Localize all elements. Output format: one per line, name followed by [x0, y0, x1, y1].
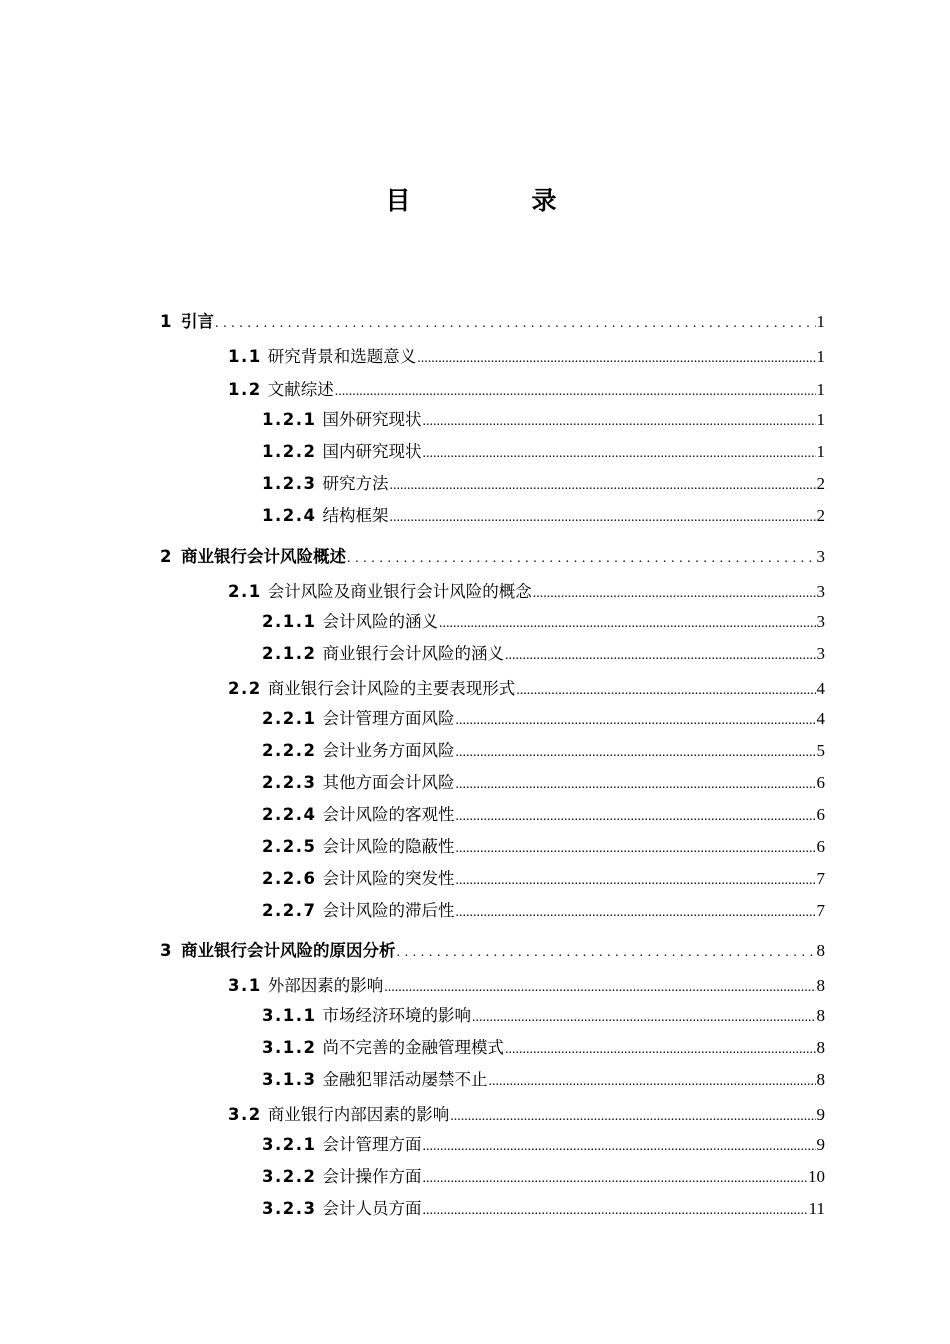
toc-entry-number: 1	[160, 312, 173, 331]
dot-leader	[455, 835, 815, 863]
dot-leader	[455, 867, 815, 895]
toc-entry-3-1[interactable]	[228, 972, 825, 1000]
toc-entry-number: 1.2	[228, 380, 262, 399]
dot-leader	[505, 642, 816, 670]
toc-entry-1-2-1[interactable]	[262, 406, 825, 434]
toc-entry-number: 2.2.4	[262, 805, 317, 824]
dot-leader	[455, 803, 815, 831]
toc-entry-page: 8	[816, 1038, 825, 1057]
toc-entry-label: 会计风险的隐蔽性	[322, 837, 455, 856]
toc-entry-page: 6	[816, 805, 825, 824]
toc-entry-number: 1.2.4	[262, 506, 317, 525]
toc-entry-label: 研究方法	[322, 474, 389, 493]
toc-entry-label: 商业银行内部因素的影响	[267, 1105, 450, 1124]
toc-entry-2-2-5[interactable]	[262, 833, 825, 861]
toc-title: 目 录	[385, 186, 605, 215]
toc-entry-2-1[interactable]	[228, 578, 825, 606]
toc-entry-number: 3.1	[228, 976, 262, 995]
dot-leader	[335, 378, 816, 406]
dot-leader	[389, 472, 815, 500]
toc-entry-number: 2.1.2	[262, 644, 317, 663]
dot-leader	[347, 545, 816, 573]
toc-entry-label: 会计人员方面	[322, 1199, 422, 1218]
dot-leader	[455, 707, 815, 735]
toc-entry-page: 7	[816, 869, 825, 888]
toc-entry-2-2-2[interactable]	[262, 737, 825, 765]
toc-entry-page: 4	[816, 679, 825, 698]
toc-entry-3[interactable]	[160, 937, 825, 965]
toc-entry-3-2-2[interactable]	[262, 1163, 825, 1191]
toc-entry-page: 1	[816, 380, 825, 399]
toc-entry-label: 外部因素的影响	[267, 976, 384, 995]
toc-entry-label: 商业银行会计风险的主要表现形式	[267, 679, 516, 698]
dot-leader	[422, 408, 815, 436]
toc-entry-page: 1	[816, 312, 825, 331]
toc-entry-1-2[interactable]	[228, 376, 825, 404]
toc-entry-number: 2.2.6	[262, 869, 317, 888]
toc-entry-number: 3.1.1	[262, 1006, 317, 1025]
toc-entry-number: 2.1.1	[262, 612, 317, 631]
toc-entry-number: 2.2.3	[262, 773, 317, 792]
toc-entry-label: 金融犯罪活动屡禁不止	[322, 1070, 488, 1089]
toc-entry-label: 会计风险的滞后性	[322, 901, 455, 920]
dot-leader	[215, 310, 816, 338]
toc-entry-2-2-1[interactable]	[262, 705, 825, 733]
dot-leader	[422, 1133, 815, 1161]
toc-entry-2-2[interactable]	[228, 675, 825, 703]
toc-entry-number: 3.1.2	[262, 1038, 317, 1057]
toc-entry-3-2-3[interactable]	[262, 1195, 825, 1223]
dot-leader	[389, 504, 815, 532]
toc-entry-number: 3	[160, 941, 173, 960]
toc-entry-label: 会计管理方面	[322, 1135, 422, 1154]
toc-entry-page: 8	[816, 976, 825, 995]
toc-entry-1-2-2[interactable]	[262, 438, 825, 466]
toc-entry-number: 1.2.1	[262, 410, 317, 429]
toc-entry-2-2-7[interactable]	[262, 897, 825, 925]
toc-entry-number: 2.2.1	[262, 709, 317, 728]
toc-entry-3-2-1[interactable]	[262, 1131, 825, 1159]
toc-entry-page: 9	[816, 1105, 825, 1124]
dot-leader	[455, 739, 815, 767]
toc-entry-label: 商业银行会计风险的涵义	[322, 644, 504, 663]
toc-entry-page: 2	[816, 506, 825, 525]
toc-entry-number: 3.2.1	[262, 1135, 317, 1154]
toc-entry-page: 11	[808, 1199, 825, 1218]
toc-entry-number: 1.2.3	[262, 474, 317, 493]
toc-entry-number: 3.1.3	[262, 1070, 317, 1089]
dot-leader	[455, 899, 815, 927]
toc-entry-page: 3	[816, 644, 825, 663]
toc-entry-page: 9	[816, 1135, 825, 1154]
toc-entry-page: 6	[816, 773, 825, 792]
toc-entry-page: 7	[816, 901, 825, 920]
dot-leader	[439, 610, 816, 638]
toc-entry-page: 1	[816, 442, 825, 461]
toc-entry-page: 1	[816, 410, 825, 429]
toc-entry-1-2-3[interactable]	[262, 470, 825, 498]
toc-entry-3-1-2[interactable]	[262, 1034, 825, 1062]
toc-entry-number: 2.1	[228, 582, 262, 601]
dot-leader	[422, 440, 815, 468]
dot-leader	[396, 939, 815, 967]
toc-entry-page: 3	[816, 582, 825, 601]
dot-leader	[422, 1165, 807, 1193]
toc-entry-2-1-1[interactable]	[262, 608, 825, 636]
dot-leader	[417, 345, 815, 373]
toc-entry-number: 2	[160, 547, 173, 566]
toc-entry-page: 2	[816, 474, 825, 493]
dot-leader	[516, 677, 815, 705]
toc-entry-label: 研究背景和选题意义	[267, 347, 417, 366]
toc-entry-page: 8	[816, 941, 825, 960]
dot-leader	[422, 1197, 807, 1225]
toc-entry-label: 会计风险的客观性	[322, 805, 455, 824]
toc-entry-page: 3	[816, 612, 825, 631]
toc-entry-label: 国内研究现状	[322, 442, 422, 461]
toc-entry-page: 6	[816, 837, 825, 856]
toc-entry-label: 尚不完善的金融管理模式	[322, 1038, 504, 1057]
toc-entry-label: 会计风险的突发性	[322, 869, 455, 888]
toc-entry-3-1-1[interactable]	[262, 1002, 825, 1030]
dot-leader	[488, 1068, 815, 1096]
toc-entry-label: 引言	[180, 312, 214, 331]
toc-entry-number: 2.2.2	[262, 741, 317, 760]
toc-entry-number: 3.2.2	[262, 1167, 317, 1186]
toc-entry-1[interactable]	[160, 308, 825, 336]
toc-entry-label: 会计风险及商业银行会计风险的概念	[267, 582, 532, 601]
toc-entry-3-1-3[interactable]	[262, 1066, 825, 1094]
toc-entry-3-2[interactable]	[228, 1101, 825, 1129]
toc-entry-2-1-2[interactable]	[262, 640, 825, 668]
toc-entry-label: 会计风险的涵义	[322, 612, 438, 631]
toc-entry-2-2-4[interactable]	[262, 801, 825, 829]
toc-entry-label: 商业银行会计风险的原因分析	[180, 941, 396, 960]
toc-entry-2-2-6[interactable]	[262, 865, 825, 893]
toc-entry-label: 结构框架	[322, 506, 389, 525]
toc-entry-label: 商业银行会计风险概述	[180, 547, 346, 566]
dot-leader	[455, 771, 815, 799]
toc-entry-page: 4	[816, 709, 825, 728]
toc-entry-label: 文献综述	[267, 380, 334, 399]
toc-entry-number: 2.2	[228, 679, 262, 698]
toc-entry-number: 1.1	[228, 347, 262, 366]
toc-entry-page: 1	[816, 347, 825, 366]
toc-entry-1-2-4[interactable]	[262, 502, 825, 530]
dot-leader	[450, 1103, 815, 1131]
toc-entry-page: 5	[816, 741, 825, 760]
toc-entry-number: 3.2	[228, 1105, 262, 1124]
toc-entry-1-1[interactable]	[228, 343, 825, 371]
dot-leader	[505, 1036, 816, 1064]
toc-entry-number: 2.2.5	[262, 837, 317, 856]
toc-entry-2[interactable]	[160, 543, 825, 571]
toc-entry-label: 市场经济环境的影响	[322, 1006, 471, 1025]
toc-entry-label: 会计管理方面风险	[322, 709, 455, 728]
dot-leader	[472, 1004, 816, 1032]
toc-entry-label: 会计操作方面	[322, 1167, 422, 1186]
toc-entry-page: 10	[808, 1167, 825, 1186]
toc-entry-label: 其他方面会计风险	[322, 773, 455, 792]
toc-entry-label: 会计业务方面风险	[322, 741, 455, 760]
toc-entry-number: 3.2.3	[262, 1199, 317, 1218]
toc-entry-label: 国外研究现状	[322, 410, 422, 429]
toc-entry-page: 8	[816, 1006, 825, 1025]
toc-entry-number: 1.2.2	[262, 442, 317, 461]
dot-leader	[533, 580, 816, 608]
toc-entry-page: 8	[816, 1070, 825, 1089]
toc-entry-page: 3	[816, 547, 825, 566]
dot-leader	[384, 974, 815, 1002]
toc-entry-2-2-3[interactable]	[262, 769, 825, 797]
toc-entry-number: 2.2.7	[262, 901, 317, 920]
